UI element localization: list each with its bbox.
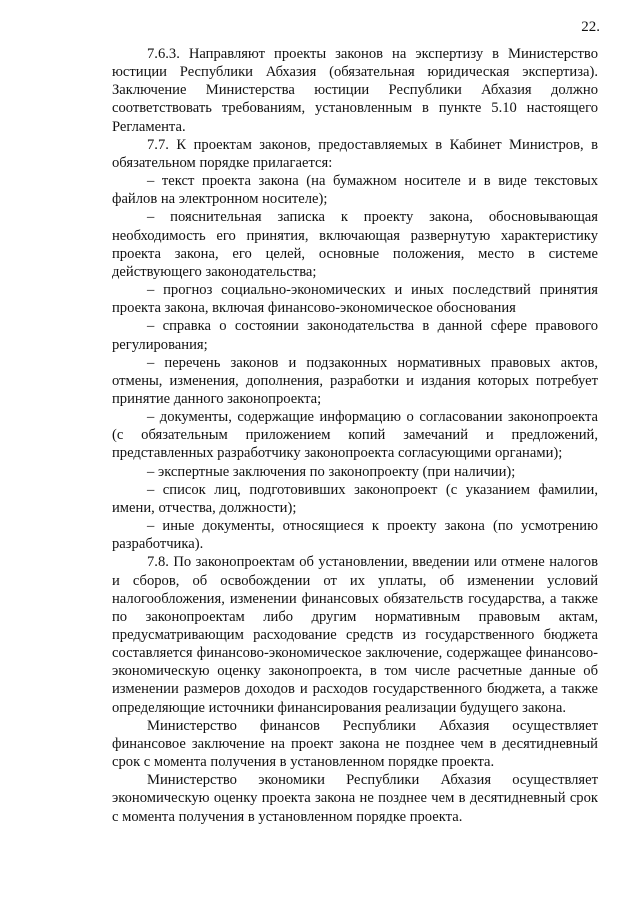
list-item-expert-conclusions: – экспертные заключения по законопроекту (при наличии); [147,463,516,480]
list-item-other-documents: – иные документы, относящиеся к проекту закона (по усмотрению разработчика). [112,518,598,553]
paragraph-ministry-finance: Министерство финансов Республики Абхазия осуществляет финансовое заключение на проект закона не позднее чем в десятидневный срок с момента получения в установленном порядке проекта. [112,717,598,771]
page-number: 22. [581,19,600,35]
list-item-acts-list: – перечень законов и подзаконных нормативных правовых актов, отмены, изменения, дополнения, разработки и издания которых потребует принятие данного законопроекта; [112,354,598,407]
list-item-authors: – список лиц, подготовивших законопроект (с указанием фамилии, имени, отчества, должности); [112,481,598,516]
paragraph-7-8: 7.8. По законопроектам об установлении, введении или отмене налогов и сборов, об освобождении от их уплаты, об изменении условий налогообложения, изменении финансовых обязательств государства, а также по законопроектам либо другим нормативным правовым актам, предусматривающим расходование средств из государственного бюджета составляется финансово-экономическое заключение, содержащее финансово-экономическую оценку законопроекта, в том числе расчетные данные об изменении размеров доходов и расходов государственного бюджета, а также определяющие источники финансирования реализации будущего закона. [112,554,598,716]
paragraph-7-6-3: 7.6.3. Направляют проекты законов на экспертизу в Министерство юстиции Республики Абхазия (обязательная юридическая экспертиза). Заключение Министерства юстиции Республики Абхазия должно соответствовать требованиям, установленным в пункте 5.10 настоящего Регламента. [112,46,598,135]
list-item-law-text: – текст проекта закона (на бумажном носителе и в виде текстовых файлов на электронном носителе); [112,173,598,208]
paragraph-7-7: 7.7. К проектам законов, предоставляемых в Кабинет Министров, в обязательном порядке прилагается: [112,136,598,171]
document-body [112,45,598,826]
paragraph-ministry-economy: Министерство экономики Республики Абхазия осуществляет экономическую оценку проекта закона не позднее чем в десятидневный срок с момента получения в установленном порядке проекта. [112,772,598,825]
list-item-explanatory-note: – пояснительная записка к проекту закона, обосновывающая необходимость его принятия, включающая развернутую характеристику проекта закона, его целей, основные положения, место в системе действующего законодательства; [112,209,598,280]
list-item-legislation-reference: – справка о состоянии законодательства в данной сфере правового регулирования; [112,318,598,353]
list-item-approval-documents: – документы, содержащие информацию о согласовании законопроекта (с обязательным приложением копий замечаний и предложений, представленных разработчику законопроекта согласующими органами); [112,409,598,462]
list-item-forecast: – прогноз социально-экономических и иных последствий принятия проекта закона, включая финансово-экономическое обоснования [112,282,598,317]
